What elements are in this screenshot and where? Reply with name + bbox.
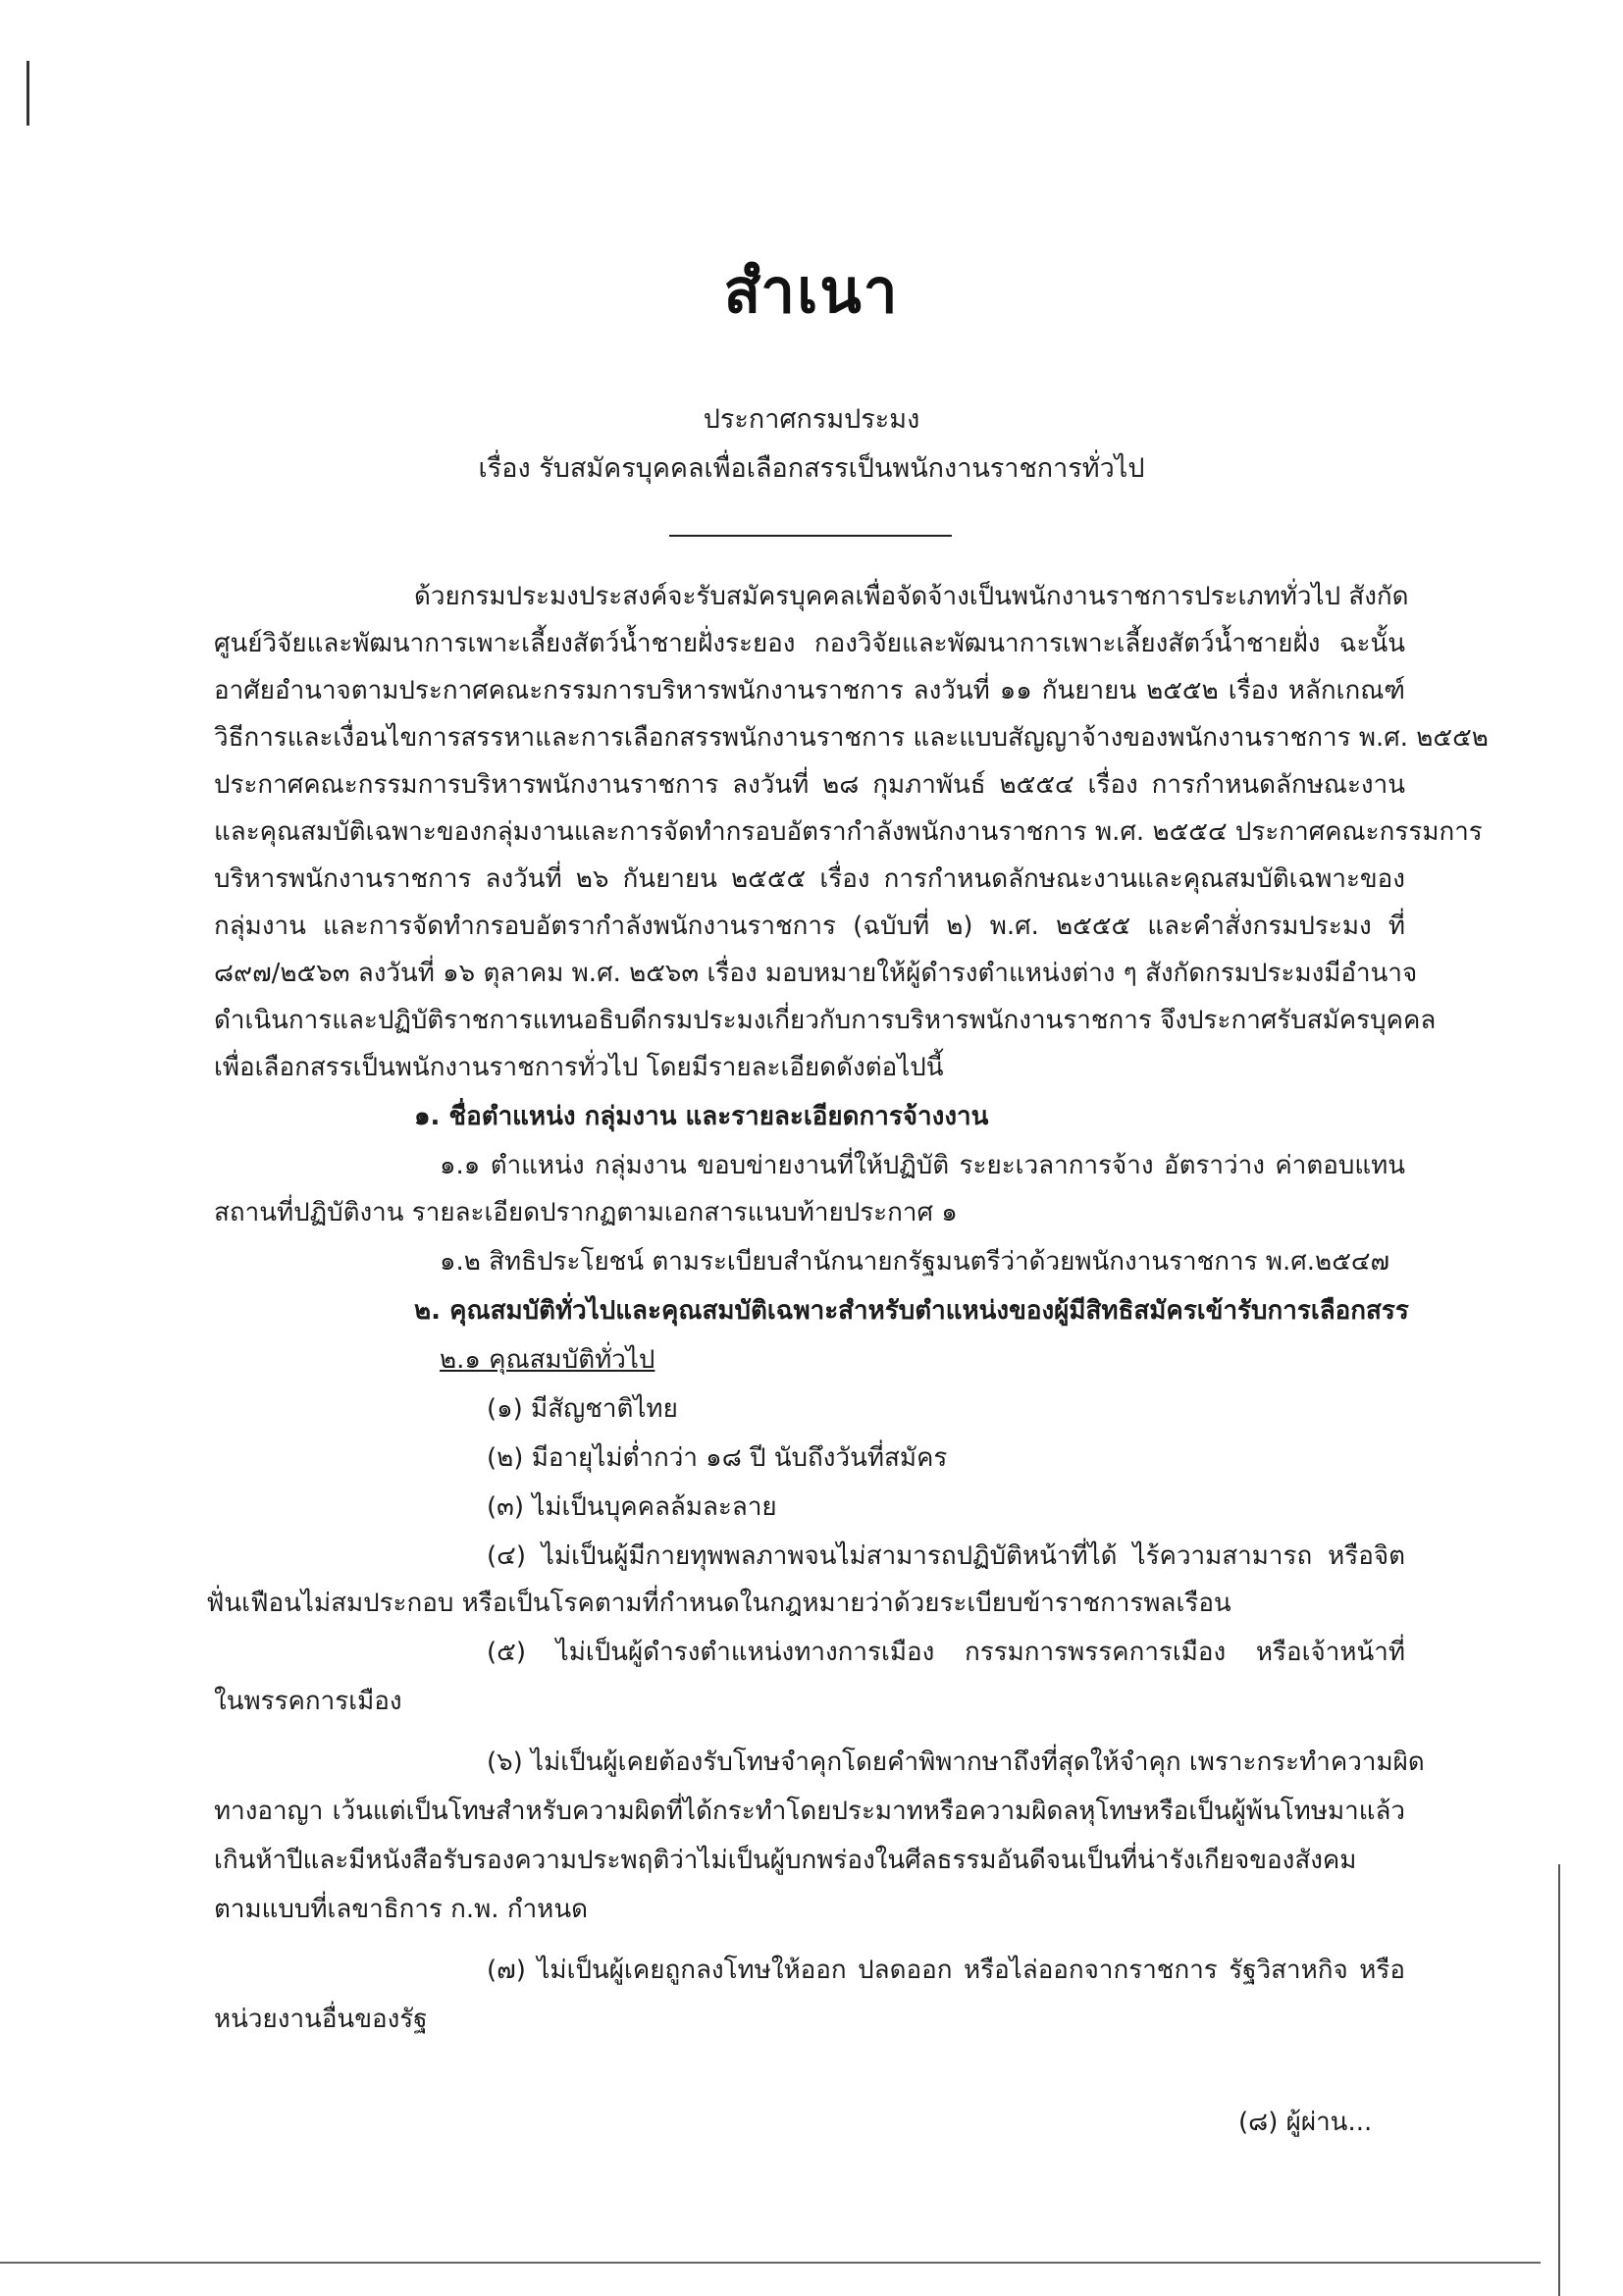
body-line: กลุ่มงาน และการจัดทำกรอบอัตรากำลังพนักงานราชการ (ฉบับที่ ๒) พ.ศ. ๒๕๕๕ และคำสั่งกรมประมง ที่ xyxy=(214,912,1405,941)
body-line: ประกาศคณะกรรมการบริหารพนักงานราชการ ลงวันที่ ๒๘ กุมภาพันธ์ ๒๕๕๔ เรื่อง การกำหนดลักษณะงาน xyxy=(214,770,1405,800)
announcement-title: ประกาศกรมประมง xyxy=(703,404,920,435)
section-heading: ๑. ชื่อตำแหน่ง กลุ่มงาน และรายละเอียดการจ้างงาน xyxy=(414,1102,989,1131)
list-item: (๕) ไม่เป็นผู้ดำรงตำแหน่งทางการเมือง กรรมการพรรคการเมือง หรือเจ้าหน้าที่ xyxy=(487,1638,1405,1667)
section-heading: ๒. คุณสมบัติทั่วไปและคุณสมบัติเฉพาะสำหรับตำแหน่งของผู้มีสิทธิสมัครเข้ารับการเลือกสรร xyxy=(414,1296,1409,1326)
list-item-continuation: ตามแบบที่เลขาธิการ ก.พ. กำหนด xyxy=(214,1895,588,1924)
body-line: อาศัยอำนาจตามประกาศคณะกรรมการบริหารพนักงานราชการ ลงวันที่ ๑๑ กันยายน ๒๕๕๒ เรื่อง หลักเกณฑ์ xyxy=(214,676,1405,705)
list-item: (๓) ไม่เป็นบุคคลล้มละลาย xyxy=(487,1492,777,1522)
list-item: (๖) ไม่เป็นผู้เคยต้องรับโทษจำคุกโดยคำพิพากษาถึงที่สุดให้จำคุก เพราะกระทำความผิด xyxy=(487,1748,1425,1777)
body-line: และคุณสมบัติเฉพาะของกลุ่มงานและการจัดทำกรอบอัตรากำลังพนักงานราชการ พ.ศ. ๒๕๕๔ ประกาศคณะกรรมการ xyxy=(214,817,1483,847)
body-line: วิธีการและเงื่อนไขการสรรหาและการเลือกสรรพนักงานราชการ และแบบสัญญาจ้างของพนักงานราชการ พ.ศ. ๒๕๕๒ xyxy=(214,723,1489,753)
body-line: ๘๙๗/๒๕๖๓ ลงวันที่ ๑๖ ตุลาคม พ.ศ. ๒๕๖๓ เรื่อง มอบหมายให้ผู้ดำรงตำแหน่งต่าง ๆ สังกัดกรมประมงมีอำนาจ xyxy=(214,959,1418,988)
subsection-heading: ๒.๑ คุณสมบัติทั่วไป xyxy=(440,1345,655,1375)
list-item: (๗) ไม่เป็นผู้เคยถูกลงโทษให้ออก ปลดออก หรือไล่ออกจากราชการ รัฐวิสาหกิจ หรือ xyxy=(487,1956,1405,1985)
page-continuation-marker: (๘) ผู้ผ่าน... xyxy=(1238,2108,1373,2137)
list-item-continuation: เกินห้าปีและมีหนังสือรับรองความประพฤติว่าไม่เป็นผู้บกพร่องในศีลธรรมอันดีจนเป็นที่น่ารังเกียจของสังคม xyxy=(214,1846,1357,1875)
body-line: ๑.๒ สิทธิประโยชน์ ตามระเบียบสำนักนายกรัฐมนตรีว่าด้วยพนักงานราชการ พ.ศ.๒๕๔๗ xyxy=(440,1247,1390,1277)
title-divider xyxy=(669,535,952,537)
copy-stamp: สำเนา xyxy=(723,255,900,327)
body-line: ๑.๑ ตำแหน่ง กลุ่มงาน ขอบข่ายงานที่ให้ปฏิบัติ ระยะเวลาการจ้าง อัตราว่าง ค่าตอบแทน xyxy=(440,1151,1405,1180)
body-line: ศูนย์วิจัยและพัฒนาการเพาะเลี้ยงสัตว์น้ำชายฝั่งระยอง กองวิจัยและพัฒนาการเพาะเลี้ยงสัตว์น้ำชายฝั่ง ฉะนั้น xyxy=(214,629,1405,658)
scan-mark-right xyxy=(1558,1864,1560,2296)
scan-mark-bottom xyxy=(0,2262,1541,2264)
scan-mark-left xyxy=(26,61,29,126)
body-line: สถานที่ปฏิบัติงาน รายละเอียดปรากฏตามเอกสารแนบท้ายประกาศ ๑ xyxy=(214,1198,958,1227)
body-line: บริหารพนักงานราชการ ลงวันที่ ๒๖ กันยายน ๒๕๕๕ เรื่อง การกำหนดลักษณะงานและคุณสมบัติเฉพาะของ xyxy=(214,864,1405,894)
list-item-continuation: ในพรรคการเมือง xyxy=(214,1687,402,1716)
body-line: ด้วยกรมประมงประสงค์จะรับสมัครบุคคลเพื่อจัดจ้างเป็นพนักงานราชการประเภททั่วไป สังกัด xyxy=(414,582,1409,611)
list-item-continuation: ฟั่นเฟือนไม่สมประกอบ หรือเป็นโรคตามที่กำหนดในกฎหมายว่าด้วยระเบียบข้าราชการพลเรือน xyxy=(206,1589,1231,1618)
announcement-subject: เรื่อง รับสมัครบุคคลเพื่อเลือกสรรเป็นพนักงานราชการทั่วไป xyxy=(478,453,1145,484)
list-item: (๔) ไม่เป็นผู้มีกายทุพพลภาพจนไม่สามารถปฏิบัติหน้าที่ได้ ไร้ความสามารถ หรือจิต xyxy=(487,1541,1405,1571)
list-item-continuation: ทางอาญา เว้นแต่เป็นโทษสำหรับความผิดที่ได้กระทำโดยประมาทหรือความผิดลหุโทษหรือเป็นผู้พ้นโทษมาแล้ว xyxy=(214,1797,1405,1826)
body-line: ดำเนินการและปฏิบัติราชการแทนอธิบดีกรมประมงเกี่ยวกับการบริหารพนักงานราชการ จึงประกาศรับสมัครบุคคล xyxy=(214,1006,1437,1035)
list-item-continuation: หน่วยงานอื่นของรัฐ xyxy=(214,2005,428,2034)
list-item: (๒) มีอายุไม่ต่ำกว่า ๑๘ ปี นับถึงวันที่สมัคร xyxy=(487,1443,948,1473)
list-item: (๑) มีสัญชาติไทย xyxy=(487,1394,678,1424)
body-line: เพื่อเลือกสรรเป็นพนักงานราชการทั่วไป โดยมีรายละเอียดดังต่อไปนี้ xyxy=(214,1053,944,1082)
